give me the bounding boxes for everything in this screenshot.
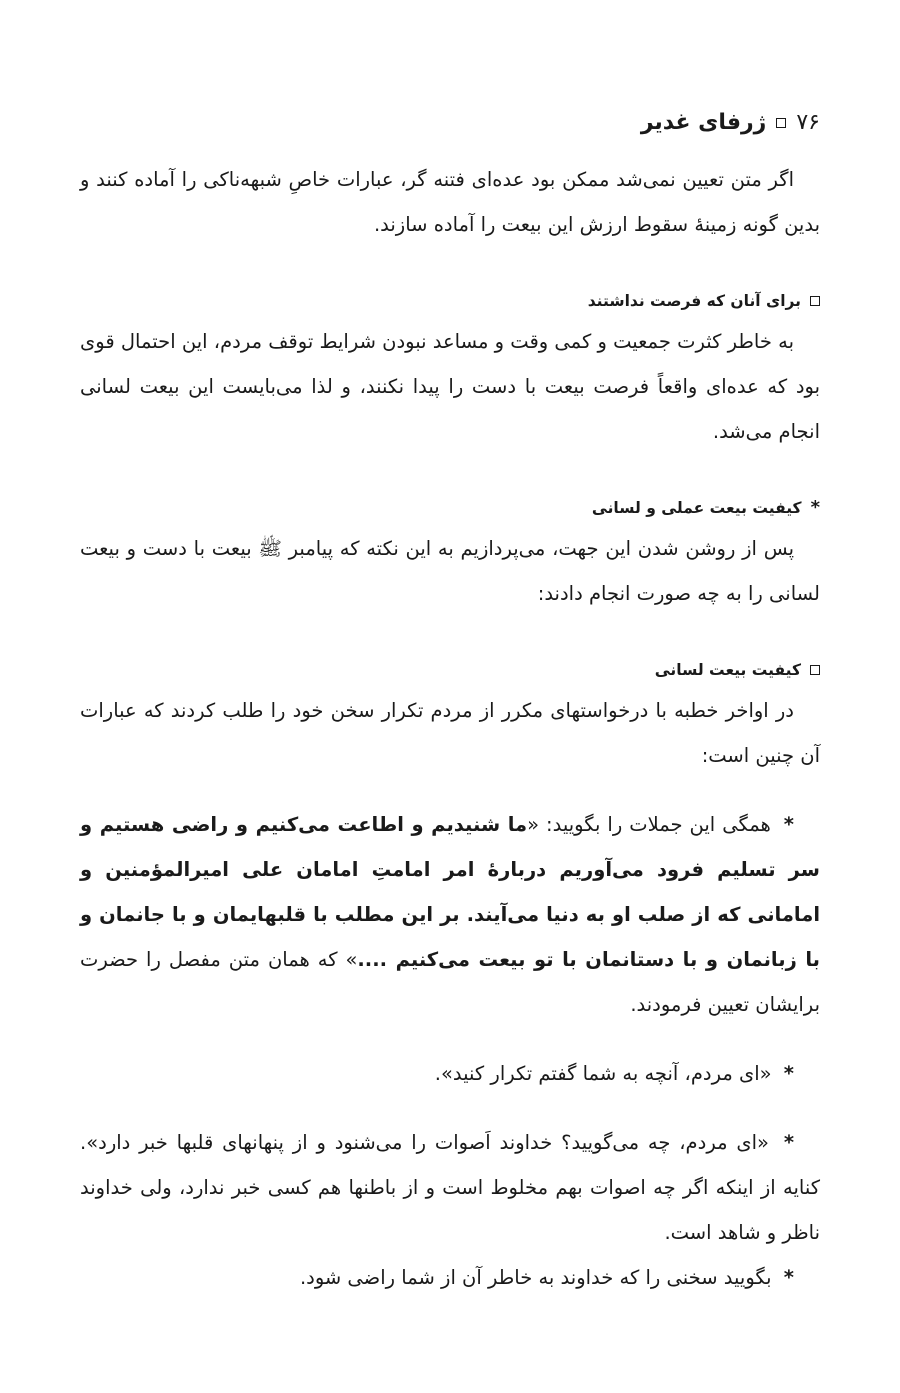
paragraph-verbal-bayat: در اواخر خطبه با درخواستهای مکرر از مردم تکرار سخن خود را طلب کردند که عبارات آن چنین است:: [80, 699, 820, 767]
asterisk-icon: *: [783, 1266, 794, 1289]
section-heading-text: برای آنان که فرصت نداشتند: [587, 292, 801, 310]
quote-text: «ای مردم، چه می‌گویید؟ خداوند اَصوات را می‌شنود و از پنهانهای قلبها خبر دارد». کنایه از اینکه اگر چه اصوات بهم مخلوط است و از باطنها هم کسی خبر ندارد، ولی خداوند ناظر و شاهد است.: [80, 1131, 820, 1244]
quote-outro: » که همان متن مفصل را حضرت برایشان تعیین فرمودند.: [80, 948, 820, 1016]
quote-text: بگویید سخنی را که خداوند به خاطر آن از شما راضی شود.: [299, 1266, 772, 1289]
square-bullet-icon: [810, 296, 820, 306]
quote-text: «ای مردم، آنچه به شما گفتم تکرار کنید».: [434, 1062, 772, 1085]
square-bullet-icon: [810, 665, 820, 675]
book-title: ژرفای غدیر: [640, 110, 767, 135]
running-header: [80, 110, 820, 135]
asterisk-icon: *: [783, 1131, 795, 1154]
quote-item-say: [80, 1255, 820, 1300]
section-heading-verbal-bayat: [80, 652, 820, 688]
square-bullet-icon: [776, 118, 786, 128]
asterisk-icon: *: [810, 497, 820, 518]
book-page: [80, 110, 820, 1300]
asterisk-icon: *: [783, 813, 794, 836]
page-number: ۷۶: [796, 110, 820, 135]
quote-item-oath: [80, 802, 820, 1027]
section-heading-bayat-quality: [80, 490, 820, 526]
paragraph-no-opportunity: به خاطر کثرت جمعیت و کمی وقت و مساعد نبودن شرایط توقف مردم، این احتمال قوی بود که عده‌ای واقعاً فرصت بیعت با دست را پیدا نکنند، و لذا می‌بایست این بیعت لسانی انجام می‌شد.: [80, 330, 820, 443]
quote-item-god-hears: [80, 1120, 820, 1255]
paragraph-intro: اگر متن تعیین نمی‌شد ممکن بود عده‌ای فتنه گر، عبارات خاصِ شبهه‌ناکی را آماده کنند و بدین گونه زمینهٔ سقوط ارزش این بیعت را آماده سازند.: [80, 168, 820, 236]
quote-oath-text: ما شنیدیم و اطاعت می‌کنیم و راضی هستیم و سر تسلیم فرود می‌آوریم دربارهٔ امر امامتِ امامان علی امیرالمؤمنین و امامانی که از صلب او به دنیا می‌آیند. بر این مطلب با قلبهایمان و با جانمان و با زبانمان و با دستانمان با تو بیعت می‌کنیم ....: [80, 813, 820, 971]
section-heading-no-opportunity: [80, 283, 820, 319]
section-heading-text: کیفیت بیعت عملی و لسانی: [591, 499, 802, 517]
paragraph-bayat-quality: پس از روشن شدن این جهت، می‌پردازیم به این نکته که پیامبر ﷺ بیعت با دست و بیعت لسانی را به چه صورت انجام دادند:: [80, 537, 820, 605]
asterisk-icon: *: [783, 1062, 794, 1085]
quote-intro: همگی این جملات را بگویید: «: [527, 813, 771, 836]
quote-item-repeat: [80, 1051, 820, 1096]
section-heading-text: کیفیت بیعت لسانی: [654, 661, 801, 679]
